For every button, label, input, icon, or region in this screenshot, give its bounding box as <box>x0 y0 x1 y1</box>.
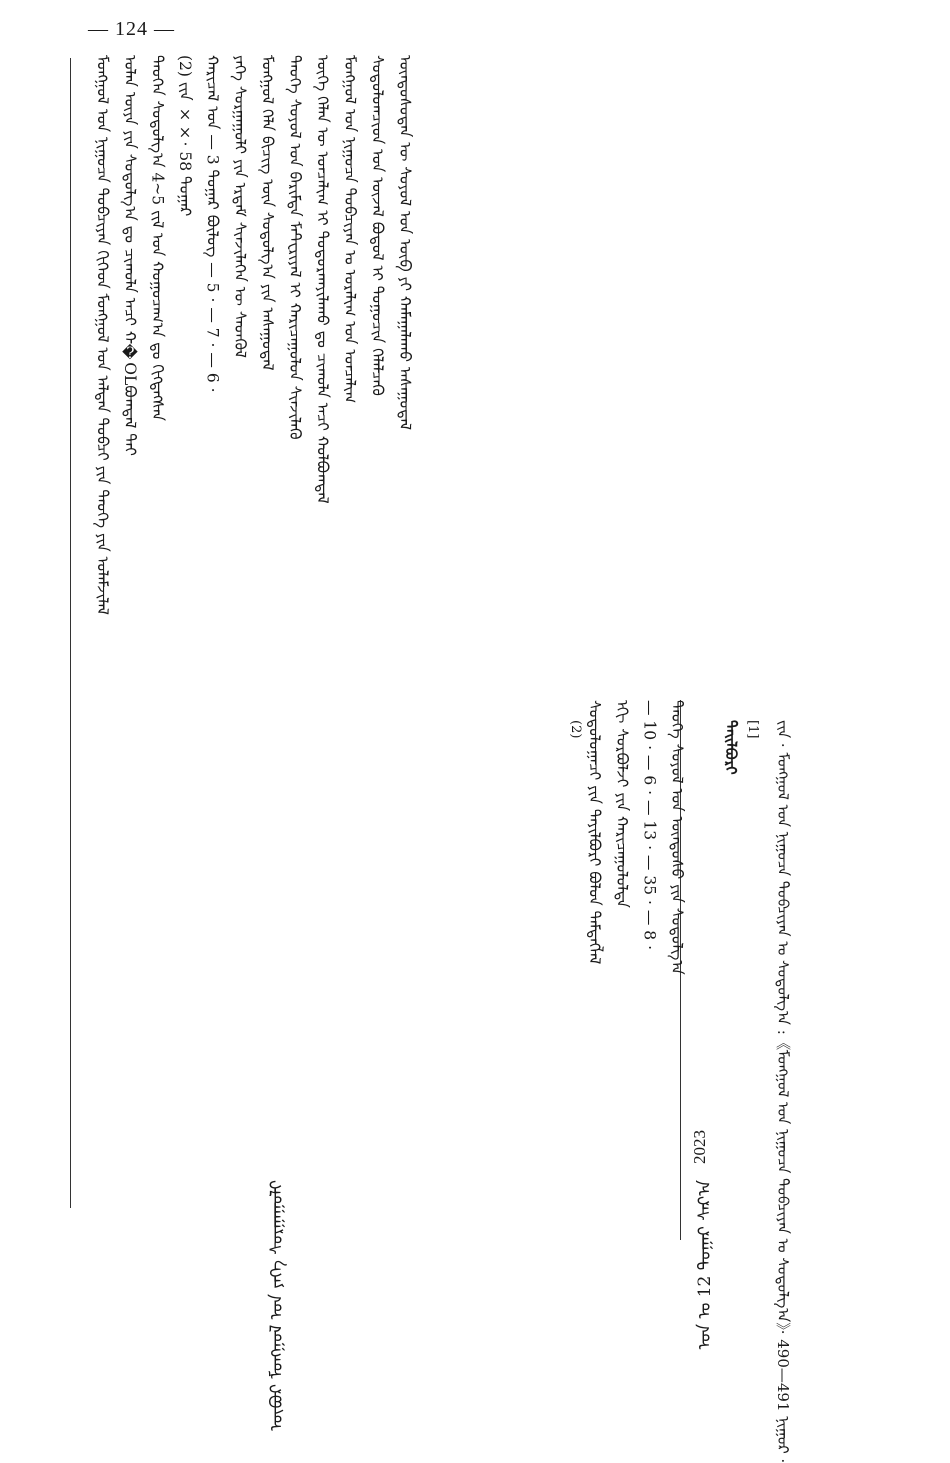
footnote-label: ᠲᠠᠢᠯᠪᠤᠷᠢ <box>722 720 740 775</box>
body-text-secondary: ᠰᠤᠳᠤᠯᠤᠭᠠᠴᠢ ᠶᠢᠨ ᠲᠠᠶᠢᠯᠪᠤᠷᠢ ᠪᠣᠯᠤᠨ ᠲᠡᠮᠳᠡᠭᠯᠡᠯ ᠡᠬᠢ ᠰᠤᠷᠪᠤᠯᠵᠢ ᠶᠢᠨ ᠬᠠᠷᠢᠴᠠᠭᠤᠯᠤᠯᠲᠠ — 10 · — 6 · — 13 · — 35 · — 8 · ᠲᠡᠦᠬᠡ ᠰᠣᠶᠣᠯ ᠤᠨ ᠦᠨᠳᠦᠰᠦ ᠶᠢᠨ ᠰᠤᠳᠤᠯᠭ᠎ᠠ <box>585 700 686 975</box>
body-text-main: ᠮᠣᠩᠭᠣᠯ ᠤᠨ ᠨᠢᠭᠤᠴᠠ ᠲᠣᠪᠴᠢᠶᠠᠨ ᠬᠢᠭᠡᠳ ᠮᠣᠩᠭᠣᠯ ᠤᠨ ᠠᠯᠲᠠᠨ ᠲᠣᠪᠴᠢ ᠶᠢᠨ ᠲᠡᠦᠬᠡ ᠶᠢᠨ ᠤᠯᠠᠮᠵᠢᠯᠠᠯ ᠣᠯᠠᠨ ᠦᠶᠡ ᠶᠢᠨ ᠰᠤᠳᠤᠯᠭ᠎ᠠ ᠳᠤ ᠴᠢᠬᠤᠯᠠ ᠠᠴᠢ ᠬ�OLᠪᠣᠭᠳᠠᠯ ᠲᠠᠢ ᠲᠡᠦᠬᠡᠨ ᠰᠤᠳᠤᠯᠭ᠎ᠠ 4~5 ᠵᠢᠯ ᠤᠨ ᠬᠤᠭᠤᠴᠠᠭ᠎ᠠ ᠳᠤ ᠬᠢᠭᠳᠡᠭᠰᠡᠨ (2) ᠵᠢᠨ ××· 58 ᠳᠤᠭᠠᠷ ᠬᠠᠷᠢᠴᠠᠯ ᠤᠨ — 3 ᠳᠤᠭᠠᠷ ᠪᠦᠯᠦᠭ — 5 · — 7 · — 6 · ᠶᠡᠬᠡ ᠰᠤᠷᠭᠠᠭᠤᠯᠢ ᠶᠢᠨ ᠡᠷᠳᠡᠮ ᠰᠢᠨᠵᠢᠯᠡᠭᠡᠨ ᠦ ᠰᠡᠳᠬᠦᠯ ᠮᠣᠩᠭᠣᠯ ᠬᠡᠯᠡ ᠪᠢᠴᠢᠭ ᠦᠨ ᠰᠤᠳᠤᠯᠭ᠎ᠠ ᠶᠢᠨ ᠠᠰᠠᠭᠤᠳᠠᠯ ᠲᠡᠦᠬᠡ ᠰᠣᠶᠣᠯ ᠤᠨ ᠪᠠᠷᠢᠮᠲᠠ ᠮᠠᠲᠧᠷᠢᠶᠠᠯ ᠢ ᠬᠠᠷᠢᠴᠠᠭᠤᠯᠤᠨ ᠰᠢᠨᠵᠢᠯᠡᠬᠦ ᠦᠭᠡ ᠬᠡᠯᠡᠨ ᠦ ᠣᠨᠴᠠᠯᠢᠭ ᠢ ᠲᠣᠳᠤᠷᠬᠠᠶᠢᠯᠠᠬᠤ ᠳᠤ ᠴᠢᠬᠤᠯᠠ ᠠᠴᠢ ᠬᠣᠯᠪᠣᠭᠳᠠᠯ ᠮᠣᠩᠭᠣᠯ ᠤᠨ ᠨᠢᠭᠤᠴᠠ ᠲᠣᠪᠴᠢᠶᠠᠨ ᠤ ᠤᠷᠠᠯᠢᠭ ᠤᠨ ᠣᠨᠴᠠᠯᠢᠭ ᠰᠤᠳᠤᠯᠤᠭᠴᠢᠳ ᠤᠨ ᠦᠵᠡᠯ ᠪᠣᠳᠣᠯ ᠢ ᠲᠣᠭᠤᠴᠢᠨ ᠬᠡᠯᠡᠯᠴᠡᠬᠦ ᠦᠨᠳᠦᠰᠦᠲᠡᠨ ᠦ ᠰᠣᠶᠣᠯ ᠤᠨ ᠥᠪ ᠶᠢ ᠬᠠᠮᠠᠭᠠᠯᠠᠬᠤ ᠠᠰᠠᠭᠤᠳᠠᠯ <box>93 55 414 615</box>
running-head-journal: ᠥᠪᠥᠷ ᠮᠣᠩᠭᠣᠯ ᠤᠨ ᠶᠡᠬᠡ ᠰᠤᠷᠭᠠᠭᠤᠯᠢ <box>267 1180 287 1431</box>
running-head-issue: ᠣᠨ ᠤ 12 ᠳᠤᠭᠠᠷ ᠰᠠᠷ᠎ᠠ <box>695 1180 715 1350</box>
citation-marker: (2) <box>568 720 583 739</box>
page-number: — 124 — <box>88 18 175 40</box>
running-head-year: 2023 <box>690 1130 709 1164</box>
footnote-marker: [1] <box>745 720 760 739</box>
column-divider <box>70 58 71 1208</box>
footnote-text: ᠵᠢᠨ · ᠮᠣᠩᠭᠣᠯ ᠤᠨ ᠨᠢᠭᠤᠴᠠ ᠲᠣᠪᠴᠢᠶᠠᠨ ᠤ ᠰᠤᠳᠤᠯᠭ᠎ᠠ :《ᠮᠣᠩᠭᠣᠯ ᠤᠨ ᠨᠢᠭᠤᠴᠠ ᠲᠣᠪᠴᠢᠶᠠᠨ ᠤ ᠰᠤᠳᠤᠯᠭ᠎ᠠ》· 490—491 ᠨᠢᠭᠤᠷ · <box>774 720 792 1463</box>
